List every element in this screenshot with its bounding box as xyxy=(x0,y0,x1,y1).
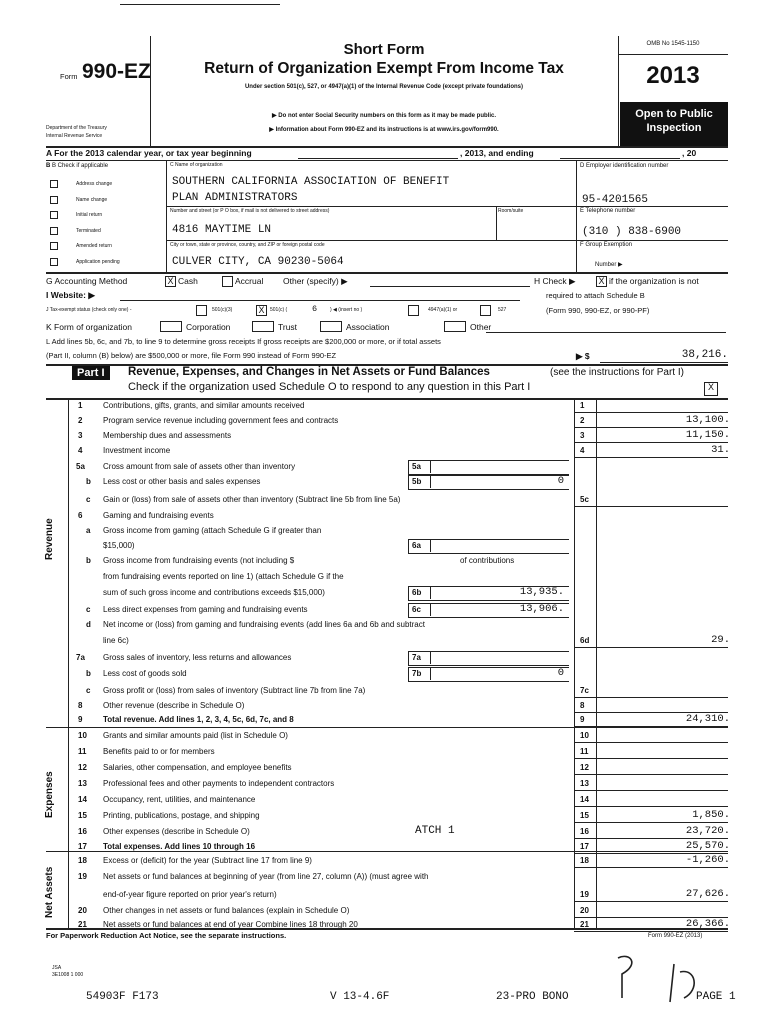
inner-line-label: 5a xyxy=(412,462,421,471)
cash-checkbox[interactable]: X xyxy=(165,276,176,287)
inner-line-label: 7a xyxy=(412,653,421,662)
inner-line-label: 5b xyxy=(412,477,422,486)
j-527-label: 527 xyxy=(498,307,507,313)
inner-line-label: 6a xyxy=(412,541,421,550)
line-amount[interactable]: 23,720. xyxy=(685,825,730,837)
line-row-rule xyxy=(574,931,728,932)
omb-rule xyxy=(618,54,728,55)
line-box-label: 8 xyxy=(580,701,585,710)
city-label: City or town, state or province, country, and ZIP or foreign postal code xyxy=(170,242,325,248)
line-row-rule xyxy=(574,442,728,443)
footer-mid-code: V 13-4.6F xyxy=(330,991,390,1003)
j-insert-label: ) ◀ (insert no ) xyxy=(330,307,363,313)
line-number: 20 xyxy=(78,906,87,915)
schedule-o-checkbox[interactable]: X xyxy=(704,382,718,396)
line-row-rule xyxy=(574,774,728,775)
form-prefix: Form xyxy=(60,72,78,81)
j-501c-label: 501(c) ( xyxy=(270,307,288,313)
short-form-label: Short Form xyxy=(343,41,425,58)
line-box-label: 14 xyxy=(580,795,589,804)
line-row-rule xyxy=(574,806,728,807)
b-checkbox-3[interactable] xyxy=(50,227,58,235)
k-checkbox-2[interactable] xyxy=(320,321,342,332)
inner-line-box xyxy=(408,539,569,554)
b-divider xyxy=(166,160,167,272)
c-rule-2 xyxy=(166,240,576,241)
form-ref-footer: Form 990-EZ (2013) xyxy=(648,933,703,939)
part1-tag: Part I xyxy=(72,366,110,380)
line-amount[interactable]: 27,626. xyxy=(685,888,730,900)
jsa-code: 3E1008 1 000 xyxy=(52,972,84,978)
room-label: Room/suite xyxy=(498,208,524,214)
l-text-2: (Part II, column (B) below) are $500,000 or more, file Form 990 instead of Form 990-EZ xyxy=(46,351,337,360)
room-divider xyxy=(496,206,497,240)
side-expenses: Expenses xyxy=(44,771,55,818)
f-number-label: Number ▶ xyxy=(595,262,623,268)
line-text: Net income or (loss) from gaming and fundraising events (add lines 6a and 6b and subtract xyxy=(103,620,425,629)
line-box-label: 3 xyxy=(580,431,585,440)
line-number: c xyxy=(86,686,91,695)
line-amount[interactable]: 31. xyxy=(711,444,730,456)
line-box-label: 11 xyxy=(580,747,589,756)
line-text: Total revenue. Add lines 1, 2, 3, 4, 5c, 6d, 7c, and 8 xyxy=(103,715,294,724)
phone-field[interactable]: (310 ) 838-6900 xyxy=(582,226,682,238)
line-a-label: A For the 2013 calendar year, or tax year beginning xyxy=(46,148,252,158)
k-checkbox-1[interactable] xyxy=(252,321,274,332)
line-number: 8 xyxy=(78,701,83,710)
line-text: Program service revenue including government fees and contracts xyxy=(103,416,339,425)
line-text: Other revenue (describe in Schedule O) xyxy=(103,701,245,710)
line-number: a xyxy=(86,526,91,535)
line-number: 18 xyxy=(78,856,87,865)
line-amount[interactable]: -1,260. xyxy=(685,854,730,866)
line-number: d xyxy=(86,620,91,629)
paperwork-notice: For Paperwork Reduction Act Notice, see the separate instructions. xyxy=(46,931,287,940)
line-box-label: 16 xyxy=(580,827,589,836)
line-row-rule xyxy=(574,427,728,428)
line-text: Grants and similar amounts paid (list in Schedule O) xyxy=(103,731,288,740)
line-number: 11 xyxy=(78,747,87,756)
street-field[interactable]: 4816 MAYTIME LN xyxy=(172,224,272,236)
c-name-label: C Name of organization xyxy=(170,162,223,168)
line-text: Salaries, other compensation, and employee benefits xyxy=(103,763,292,772)
line-text: Net assets or fund balances at beginning of year (from line 27, column (A)) (must agree with xyxy=(103,872,429,881)
page-number: PAGE 1 xyxy=(696,991,736,1003)
b-item-label: Application pending xyxy=(76,258,120,265)
line-text: Gross income from fundraising events (not including $ xyxy=(103,556,295,565)
footer-left-code: 54903F F173 xyxy=(86,991,159,1003)
line-text: Cross amount from sale of assets other than inventory xyxy=(103,462,296,471)
line-text: sum of such gross income and contributions exceeds $15,000) xyxy=(103,588,325,597)
l-text-1: L Add lines 5b, 6c, and 7b, to line 9 to determine gross receipts If gross receipts are $200,000 or more, or if total assets xyxy=(46,337,441,346)
line-text: line 6c) xyxy=(103,636,129,645)
handwritten-initials xyxy=(600,950,720,1010)
d-divider xyxy=(576,160,577,272)
line-box-label: 1 xyxy=(580,401,585,410)
inner-box-divider xyxy=(430,651,431,664)
inner-line-amount[interactable]: 13,906. xyxy=(519,603,564,615)
line-text: Gaming and fundraising events xyxy=(103,511,214,520)
line-text: Less direct expenses from gaming and fundraising events xyxy=(103,605,308,614)
open-public-label: Open to Public xyxy=(635,108,713,120)
inspection-label: Inspection xyxy=(646,122,702,134)
inner-box-divider xyxy=(430,460,431,473)
h-text-2: required to attach Schedule B xyxy=(546,291,645,300)
line-box-label: 6d xyxy=(580,636,590,645)
accrual-checkbox[interactable] xyxy=(222,276,233,287)
line-box-label: 18 xyxy=(580,856,589,865)
line-number: b xyxy=(86,477,91,486)
line-row-rule xyxy=(574,647,728,648)
line-number: 19 xyxy=(78,872,87,881)
line-amount[interactable]: 26,366. xyxy=(685,918,730,930)
j-501c-checkbox[interactable]: X xyxy=(256,305,267,316)
e-rule xyxy=(576,240,728,241)
line-number: 21 xyxy=(78,920,87,929)
f-group-label: F Group Exemption xyxy=(580,242,633,248)
line-box-label: 21 xyxy=(580,920,589,929)
line-number: 1 xyxy=(78,401,83,410)
inner-line-label: 6b xyxy=(412,588,422,597)
j-527-checkbox[interactable] xyxy=(480,305,491,316)
line-amount[interactable]: 25,570. xyxy=(685,840,730,852)
line-row-rule xyxy=(574,790,728,791)
b-checkbox-1[interactable] xyxy=(50,196,58,204)
k-item-label: Corporation xyxy=(186,322,231,332)
line-number: 17 xyxy=(78,842,87,851)
k-other-field[interactable] xyxy=(486,332,726,333)
inner-line-box xyxy=(408,667,569,682)
line-number: c xyxy=(86,495,91,504)
line-tail: of contributions xyxy=(460,556,515,565)
inner-line-label: 6c xyxy=(412,605,421,614)
schedule-o-check-text: Check if the organization used Schedule O to respond to any question in this Part I xyxy=(128,381,531,393)
line-row-rule xyxy=(574,457,728,458)
tax-year: 2013 xyxy=(646,62,700,89)
linebox-right-divider xyxy=(596,398,597,928)
b-checkbox-0[interactable] xyxy=(50,180,58,188)
line-a-end: , 20 xyxy=(682,148,697,158)
g-accounting-label: G Accounting Method xyxy=(46,276,128,286)
d-ein-label: D Employer identification number xyxy=(580,163,669,169)
cash-label: Cash xyxy=(178,276,198,286)
k-item-label: Other xyxy=(470,322,492,332)
dept-treasury: Department of the Treasury xyxy=(46,125,107,131)
jsa-label: JSA xyxy=(52,965,62,971)
line-text: Less cost or other basis and sales expenses xyxy=(103,477,261,486)
inner-box-divider xyxy=(430,586,431,599)
line-text: Total expenses. Add lines 10 through 16 xyxy=(103,842,256,851)
inner-line-label: 7b xyxy=(412,669,422,678)
top-rule xyxy=(120,4,280,5)
line-row-rule xyxy=(574,822,728,823)
j-501c3-label: 501(c)(3) xyxy=(212,307,233,313)
line-text: Excess or (deficit) for the year (Subtract line 17 from line 9) xyxy=(103,856,312,865)
revenue-section-bottom xyxy=(46,727,728,728)
k-checkbox-0[interactable] xyxy=(160,321,182,332)
line-text: Benefits paid to or for members xyxy=(103,747,215,756)
inner-line-box xyxy=(408,475,569,490)
b-item-label: Amended return xyxy=(76,243,112,249)
line-box-label: 4 xyxy=(580,446,585,455)
side-divider xyxy=(68,398,69,928)
part1-header-bottom xyxy=(46,398,728,400)
line-number: 15 xyxy=(78,811,87,820)
line-number: 4 xyxy=(78,446,83,455)
line-number: 13 xyxy=(78,779,87,788)
line-row-rule xyxy=(574,726,728,727)
j-4947-label: 4947(a)(1) or xyxy=(428,307,458,313)
b-checkbox-2[interactable] xyxy=(50,211,58,219)
line-number: 6 xyxy=(78,511,83,520)
b-check-label: B B Check if applicable xyxy=(46,163,109,169)
k-checkbox-3[interactable] xyxy=(444,321,466,332)
b-item-label: Terminated xyxy=(76,227,101,234)
line-number: 12 xyxy=(78,763,87,772)
city-field[interactable]: CULVER CITY, CA 90230-5064 xyxy=(172,256,344,268)
line-amount[interactable]: 13,100. xyxy=(685,414,730,426)
line-text: Occupancy, rent, utilities, and maintenance xyxy=(103,795,256,804)
b-check-text: B Check if applicable xyxy=(52,163,109,169)
k-item-label: Trust xyxy=(278,322,298,332)
line-text: Gain or (loss) from sale of assets other than inventory (Subtract line 5b from line 5a) xyxy=(103,495,401,504)
line-text: Contributions, gifts, grants, and similar amounts received xyxy=(103,401,305,410)
gross-receipts-rule xyxy=(600,362,728,363)
line-row-rule xyxy=(574,838,728,839)
h-checkbox[interactable]: X xyxy=(596,276,607,287)
e-phone-label: E Telephone number xyxy=(580,208,636,214)
accrual-label: Accrual xyxy=(235,276,264,286)
line-text: Gross profit or (loss) from sales of inventory (Subtract line 7b from line 7a) xyxy=(103,686,366,695)
inner-box-divider xyxy=(430,475,431,488)
other-method-field[interactable] xyxy=(370,286,530,287)
line-number: 10 xyxy=(78,731,87,740)
line-row-rule xyxy=(574,742,728,743)
h-text-1: if the organization is not xyxy=(609,276,699,286)
inner-line-amount[interactable]: 13,935. xyxy=(519,586,564,598)
line-text: end-of-year figure reported on prior year's return) xyxy=(103,890,277,899)
ssn-notice: ▶ Do not enter Social Security numbers on this form as it may be made public. xyxy=(272,113,496,119)
line-text: from fundraising events reported on line 1) (attach Schedule G if the xyxy=(103,572,344,581)
line-text: Net assets or fund balances at end of year Combine lines 18 through 20 xyxy=(103,920,358,929)
line-number: 9 xyxy=(78,715,83,724)
j-number-field[interactable]: 6 xyxy=(312,304,318,314)
line-row-rule xyxy=(574,901,728,902)
line-text: Professional fees and other payments to independent contractors xyxy=(103,779,335,788)
linebox-left-divider xyxy=(574,398,575,928)
line-box-label: 19 xyxy=(580,890,589,899)
line-box-label: 5c xyxy=(580,495,589,504)
form-title: Return of Organization Exempt From Income Tax xyxy=(204,60,564,77)
line-text: Less cost of goods sold xyxy=(103,669,187,678)
header-divider-right xyxy=(618,36,619,146)
line-box-label: 20 xyxy=(580,906,589,915)
line-box-label: 13 xyxy=(580,779,589,788)
b-item-label: Address change xyxy=(76,181,113,187)
section-a-bottom xyxy=(46,272,728,274)
line-box-label: 12 xyxy=(580,763,589,772)
gross-receipts-amount[interactable]: 38,216. xyxy=(681,349,728,361)
line-row-rule xyxy=(574,758,728,759)
b-item-label: Name change xyxy=(76,196,108,203)
omb-number: OMB No 1545-1150 xyxy=(646,41,700,47)
d-rule xyxy=(576,206,728,207)
inner-line-box xyxy=(408,651,569,666)
line-number: b xyxy=(86,669,91,678)
line-a-rule xyxy=(46,160,728,161)
other-method-label: Other (specify) ▶ xyxy=(283,276,348,286)
open-public-box xyxy=(620,102,728,146)
line-a-mid: , 2013, and ending xyxy=(460,148,534,158)
line-text: Other expenses (describe in Schedule O) xyxy=(103,827,250,836)
line-box-label: 7c xyxy=(580,686,589,695)
line-number: 7a xyxy=(76,653,85,662)
j-501c3-checkbox[interactable] xyxy=(196,305,207,316)
line-row-rule xyxy=(574,412,728,413)
inner-box-divider xyxy=(430,667,431,680)
line-box-label: 15 xyxy=(580,811,589,820)
h-text-3: (Form 990, 990-EZ, or 990-PF) xyxy=(546,306,650,315)
part1-title-rest: (see the instructions for Part I) xyxy=(550,367,684,378)
part1-bottom-rule xyxy=(46,928,728,930)
inner-line-amount[interactable]: 0 xyxy=(557,475,564,487)
j-4947-checkbox[interactable] xyxy=(408,305,419,316)
org-name-line2[interactable]: PLAN ADMINISTRATORS xyxy=(172,192,298,204)
line-a-begin-field[interactable] xyxy=(298,158,458,159)
line-amount[interactable]: 1,850. xyxy=(692,809,730,821)
website-field[interactable] xyxy=(120,300,520,301)
inner-line-box xyxy=(408,460,569,475)
side-net-assets: Net Assets xyxy=(44,866,55,918)
ein-field[interactable]: 95-4201565 xyxy=(582,194,649,206)
line-tail: ATCH 1 xyxy=(415,825,455,837)
line-text: Printing, publications, postage, and shipping xyxy=(103,811,260,820)
line-number: c xyxy=(86,605,91,614)
line-box-label: 9 xyxy=(580,715,585,724)
line-text: $15,000) xyxy=(103,541,135,550)
line-text: Other changes in net assets or fund balances (explain in Schedule O) xyxy=(103,906,350,915)
org-name-line1[interactable]: SOUTHERN CALIFORNIA ASSOCIATION OF BENEFIT xyxy=(172,176,450,188)
line-number: 3 xyxy=(78,431,83,440)
inner-line-amount[interactable]: 0 xyxy=(557,667,564,679)
line-text: Gross income from gaming (attach Schedule G if greater than xyxy=(103,526,322,535)
line-number: 14 xyxy=(78,795,87,804)
line-row-rule xyxy=(574,697,728,698)
line-amount[interactable]: 29. xyxy=(711,634,730,646)
inner-box-divider xyxy=(430,603,431,616)
line-row-rule xyxy=(574,506,728,507)
info-notice: ▶ Information about Form 990-EZ and its instructions is at www.irs.gov/form990. xyxy=(269,127,499,133)
line-text: Investment income xyxy=(103,446,171,455)
b-checkbox-5[interactable] xyxy=(50,258,58,266)
expenses-section-bottom xyxy=(46,851,728,852)
b-item-label: Initial return xyxy=(76,212,103,218)
i-website-label: I Website: ▶ xyxy=(46,290,95,300)
line-box-label: 17 xyxy=(580,842,589,851)
b-checkbox-4[interactable] xyxy=(50,242,58,250)
form-number: 990-EZ xyxy=(82,60,151,83)
k-form-label: K Form of organization xyxy=(46,322,132,332)
footer-right-code: 23-PRO BONO xyxy=(496,991,569,1003)
line-box-label: 10 xyxy=(580,731,589,740)
form-subtitle: Under section 501(c), 527, or 4947(a)(1) of the Internal Revenue Code (except private foundations) xyxy=(244,84,524,90)
line-amount[interactable]: 11,150. xyxy=(685,429,730,441)
line-text: Gross sales of inventory, less returns and allowances xyxy=(103,653,292,662)
line-number: b xyxy=(86,556,91,565)
part1-title: Revenue, Expenses, and Changes in Net Assets or Fund Balances xyxy=(128,366,490,378)
line-text: Membership dues and assessments xyxy=(103,431,232,440)
line-number: 16 xyxy=(78,827,87,836)
j-status-label: J Tax-exempt status (check only one) - xyxy=(46,307,132,313)
k-item-label: Association xyxy=(346,322,390,332)
h-check-label: H Check ▶ xyxy=(534,276,576,286)
line-amount[interactable]: 24,310. xyxy=(685,713,730,725)
c-rule-1 xyxy=(166,206,576,207)
line-number: 5a xyxy=(76,462,85,471)
l-arrow: ▶ $ xyxy=(576,351,590,361)
line-row-rule xyxy=(574,867,728,868)
line-number: 2 xyxy=(78,416,83,425)
line-a-end-field[interactable] xyxy=(560,158,680,159)
inner-box-divider xyxy=(430,539,431,552)
side-revenue: Revenue xyxy=(44,518,55,560)
line-box-label: 2 xyxy=(580,416,585,425)
street-label: Number and street (or P O box, if mail is not delivered to street address) xyxy=(170,208,330,214)
irs-label: Internal Revenue Service xyxy=(46,133,103,139)
